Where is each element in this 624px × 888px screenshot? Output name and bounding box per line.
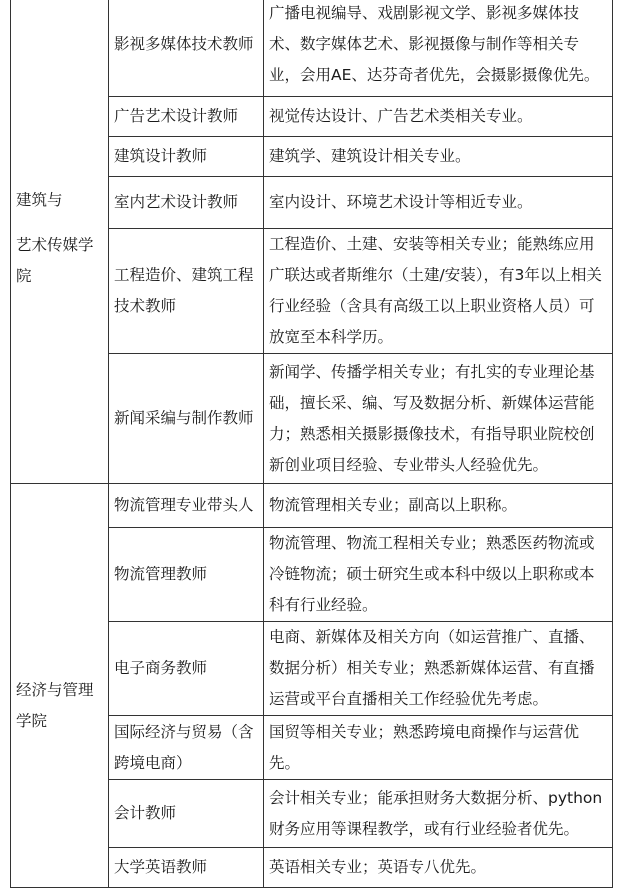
position-cell: 会计教师 <box>109 780 264 848</box>
position-cell: 新闻采编与制作教师 <box>109 354 264 484</box>
department-name-line1: 建筑与 <box>16 190 63 209</box>
requirement-cell: 新闻学、传播学相关专业；有扎实的专业理论基础，擅长采、编、写及数据分析、新媒体运营能力；熟悉相关摄影摄像技术，有指导职业院校创新创业项目经验、专业带头人经验优先。 <box>264 354 613 484</box>
requirement-cell: 建筑学、建筑设计相关专业。 <box>264 137 613 177</box>
requirement-cell: 物流管理相关专业；副高以上职称。 <box>264 484 613 528</box>
position-cell: 影视多媒体技术教师 <box>109 0 264 97</box>
requirement-cell: 电商、新媒体及相关方向（如运营推广、直播、数据分析）相关专业；熟悉新媒体运营、有直播运营或平台直播相关工作经验优先考虑。 <box>264 622 613 716</box>
requirement-cell: 室内设计、环境艺术设计等相近专业。 <box>264 177 613 229</box>
position-cell: 室内艺术设计教师 <box>109 177 264 229</box>
position-cell: 国际经济与贸易（含跨境电商） <box>109 716 264 780</box>
position-cell: 大学英语教师 <box>109 848 264 888</box>
position-cell: 广告艺术设计教师 <box>109 97 264 137</box>
position-cell: 物流管理教师 <box>109 528 264 622</box>
department-name-line1: 经济与管理学院 <box>16 681 94 730</box>
requirement-cell: 物流管理、物流工程相关专业；熟悉医药物流或冷链物流；硕士研究生或本科中级以上职称或本科有行业经验。 <box>264 528 613 622</box>
position-cell: 电子商务教师 <box>109 622 264 716</box>
requirement-cell: 工程造价、土建、安装等相关专业；能熟练应用广联达或者斯维尔（土建/安装），有3年以上相关行业经验（含具有高级工以上职业资格人员）可放宽至本科学历。 <box>264 229 613 354</box>
requirement-cell: 广播电视编导、戏剧影视文学、影视多媒体技术、数字媒体艺术、影视摄像与制作等相关专业，会用AE、达芬奇者优先，会摄影摄像优先。 <box>264 0 613 97</box>
requirement-cell: 会计相关专业；能承担财务大数据分析、python财务应用等课程教学，或有行业经验者优先。 <box>264 780 613 848</box>
recruitment-table <box>10 0 613 888</box>
department-cell <box>11 0 109 484</box>
position-cell: 建筑设计教师 <box>109 137 264 177</box>
position-cell: 工程造价、建筑工程技术教师 <box>109 229 264 354</box>
requirement-cell: 国贸等相关专业；熟悉跨境电商操作与运营优先。 <box>264 716 613 780</box>
position-cell: 物流管理专业带头人 <box>109 484 264 528</box>
table-row <box>11 484 613 528</box>
table-row <box>11 0 613 97</box>
requirement-cell: 英语相关专业；英语专八优先。 <box>264 848 613 888</box>
department-cell <box>11 484 109 888</box>
department-name-line2: 艺术传媒学院 <box>16 235 94 285</box>
requirement-cell: 视觉传达设计、广告艺术类相关专业。 <box>264 97 613 137</box>
